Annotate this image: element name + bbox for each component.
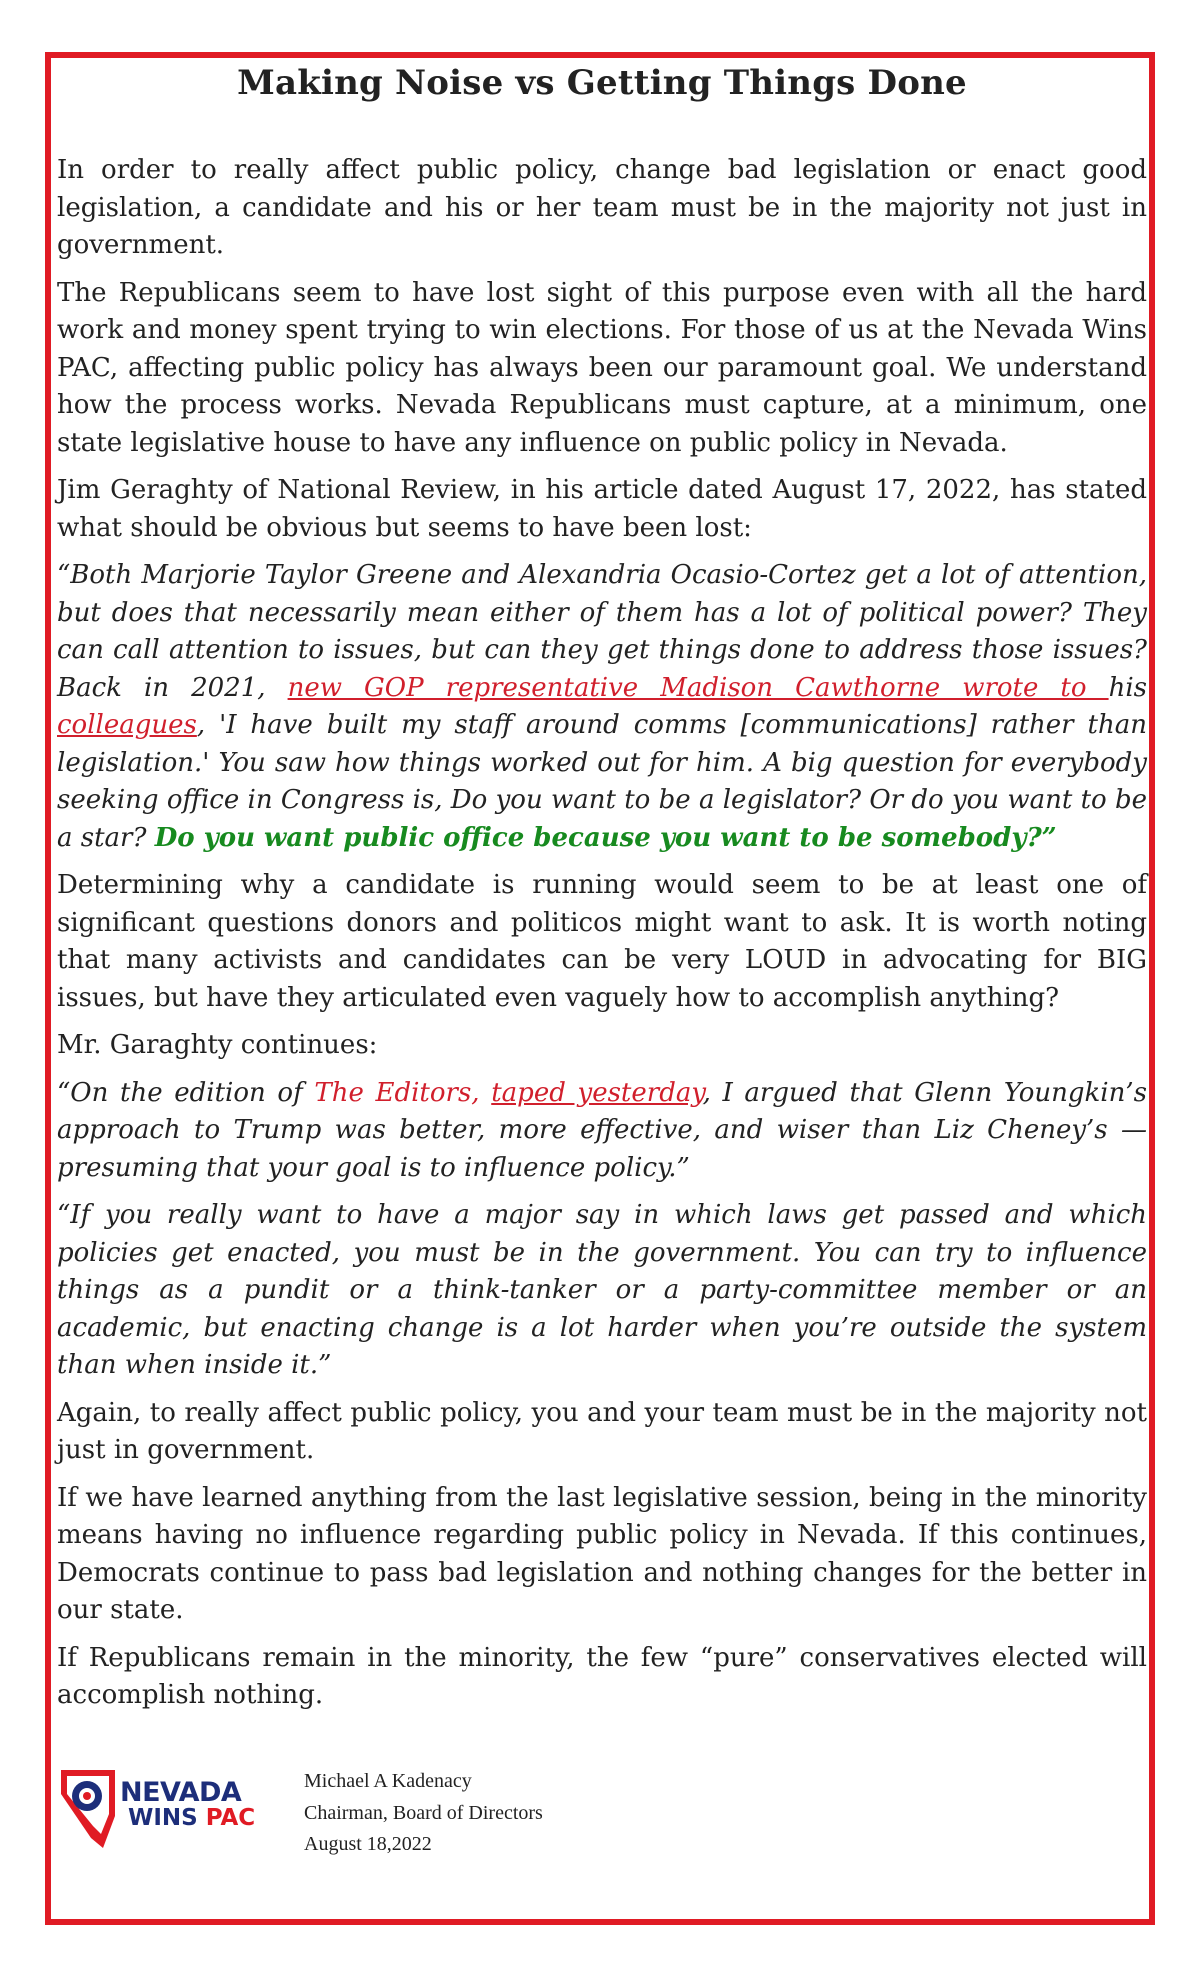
nevada-wins-pac-logo xyxy=(57,1764,277,1852)
logo-wins-text: WINS xyxy=(128,1805,198,1831)
paragraph-5: Mr. Garaghty continues: xyxy=(57,1030,378,1060)
quote-geraghty-1: “Both Marjorie Taylor Greene and Alexandria Ocasio-Cortez get a lot of attention, but does that necessarily mean either of them has a lot of political power? They can call attention to issues, but can they get things done to address those issues? Back in 2021, new GOP representative Madison Cawthorne wrote to his colleagues, 'I have built my staff around comms [communications] rather than legislation.' You saw how things worked out for him. A big question for everybody seeking office in Congress is, Do you want to be a legislator? Or do you want to be a star? Do you want public office because you want to be somebody?” xyxy=(57,560,1147,853)
paragraph-6: Again, to really affect public policy, you and your team must be in the majority not just in government. xyxy=(57,1397,1147,1465)
editors-link-plain[interactable]: The Editors, xyxy=(314,1077,492,1108)
nevada-state-icon xyxy=(57,1764,127,1852)
colleagues-link[interactable]: colleagues xyxy=(57,710,197,740)
paragraph-7: If we have learned anything from the last legislative session, being in the minority means having no influence regarding public policy in Nevada. If this continues, Democrats continue to pass bad legislation and nothing changes for the better in our state. xyxy=(57,1482,1147,1625)
cawthorne-link[interactable]: new GOP representative Madison Cawthorne wrote to xyxy=(287,672,1109,703)
logo-nevada-text: NEVADA xyxy=(120,1777,242,1808)
taped-yesterday-link[interactable]: taped yesterday xyxy=(491,1077,703,1108)
signer-role: Chairman, Board of Directors xyxy=(304,1801,543,1824)
paragraph-4: Determining why a candidate is running would seem to be at least one of significant questions donors and politicos might want to ask. It is worth noting that many activists and candidates can be very LOUD in advocating for BIG issues, but have they articulated even vaguely how to accomplish anything? xyxy=(57,870,1147,1013)
signature-date: August 18,2022 xyxy=(304,1833,432,1855)
highlighted-question: Do you want public office because you want to be somebody?” xyxy=(154,822,1057,853)
quote-geraghty-2: “On the edition of The Editors, taped yesterday, I argued that Glenn Youngkin’s approach to Trump was better, more effective, and wiser than Liz Cheney’s — presuming that your goal is to influence policy.” xyxy=(57,1077,1147,1183)
quote-geraghty-3: “If you really want to have a major say in which laws get passed and which policies get enacted, you must be in the government. You can try to influence things as a pundit or a think-tanker or a party-committee member or an academic, but enacting change is a lot harder when you’re outside the system than when inside it.” xyxy=(57,1200,1147,1380)
paragraph-8: If Republicans remain in the minority, the few “pure” conservatives elected will accomplish nothing. xyxy=(57,1642,1147,1710)
signer-name: Michael A Kadenacy xyxy=(304,1770,472,1792)
page-title: Making Noise vs Getting Things Done xyxy=(237,63,967,103)
document-body xyxy=(57,62,1147,1725)
paragraph-2: The Republicans seem to have lost sight of this purpose even with all the hard work and money spent trying to win elections. For those of us at the Nevada Wins PAC, affecting public policy has always been our paramount goal. We understand how the process works. Nevada Republicans must capture, at a minimum, one state legislative house to have any influence on public policy in Nevada. xyxy=(57,277,1147,458)
paragraph-3: Jim Geraghty of National Review, in his article dated August 17, 2022, has stated what should be obvious but seems to have been lost: xyxy=(57,475,1147,543)
footer xyxy=(57,1764,757,1864)
paragraph-1: In order to really affect public policy, change bad legislation or enact good legislation, a candidate and his or her team must be in the majority not just in government. xyxy=(57,155,1147,260)
signature-block xyxy=(304,1766,543,1861)
logo-pac-text: PAC xyxy=(205,1805,256,1831)
